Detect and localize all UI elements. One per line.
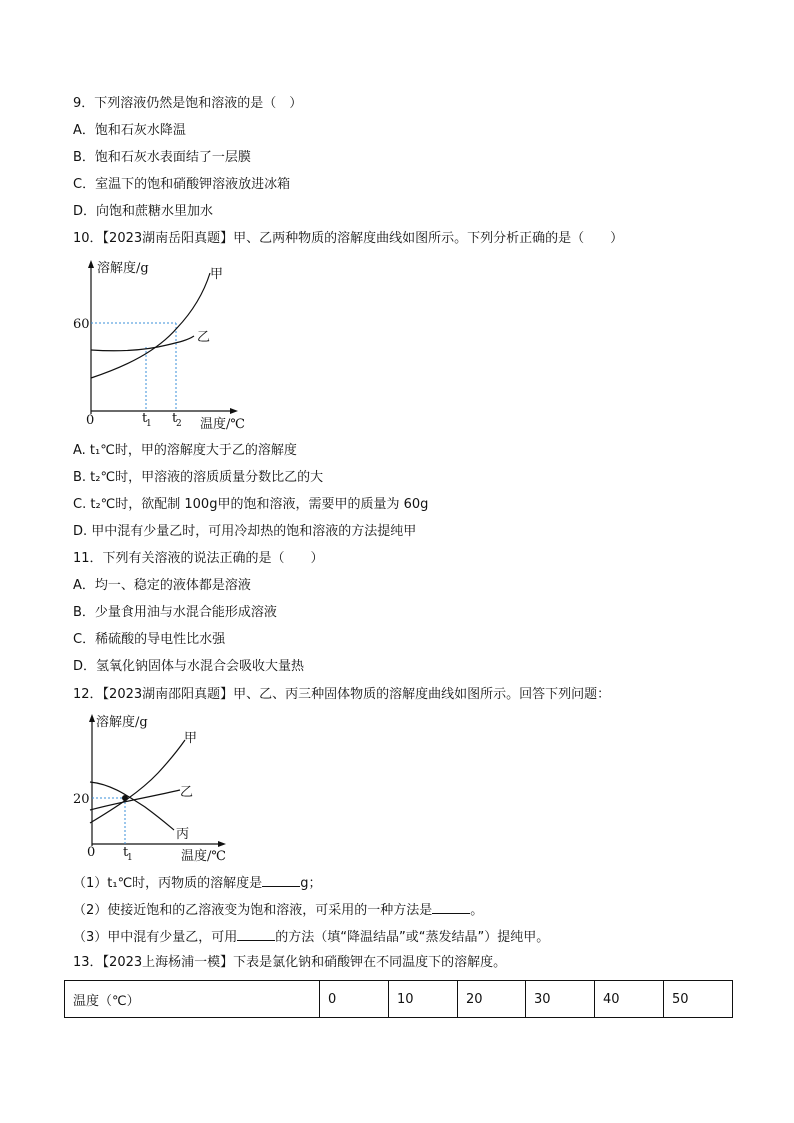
tick-t1: t	[123, 845, 129, 860]
q12-sub1-text-a: （1）t₁℃时，丙物质的溶解度是	[73, 876, 263, 891]
tick-t1-sub: 1	[146, 419, 152, 429]
label-yi: 乙	[180, 785, 194, 800]
table-row	[65, 981, 733, 1018]
y-axis-arrow	[89, 714, 95, 722]
q11-option-b: B．少量食用油与水混合能形成溶液	[73, 605, 277, 620]
q11-stem: 11．下列有关溶液的说法正确的是（ ）	[73, 551, 324, 566]
q9-option-d: D．向饱和蔗糖水里加水	[73, 204, 214, 219]
q9-option-b: B．饱和石灰水表面结了一层膜	[73, 150, 251, 165]
q10-option-c: C. t₂℃时，欲配制 100g甲的饱和溶液，需要甲的质量为 60g	[73, 497, 429, 512]
curve-jia	[90, 740, 185, 823]
ylabel: 溶解度/g	[97, 261, 149, 276]
table-cell-temp: 10	[389, 981, 458, 1018]
q12-sub2-text-a: （2）使接近饱和的乙溶液变为饱和溶液，可采用的一种方法是	[73, 903, 433, 918]
q10-option-a: A. t₁℃时，甲的溶解度大于乙的溶解度	[73, 443, 297, 458]
q9-stem: 9．下列溶液仍然是饱和溶液的是（ ）	[73, 96, 303, 111]
q12-solubility-chart	[70, 710, 240, 866]
q10-solubility-chart	[73, 256, 252, 434]
intersection-point	[122, 795, 128, 801]
tick-t1-sub: 1	[127, 853, 133, 863]
y-axis-arrow	[88, 260, 94, 268]
q12-sub3	[73, 928, 549, 946]
label-bing: 丙	[176, 827, 190, 842]
q12-stem: 12．【2023湖南邵阳真题】甲、乙、丙三种固体物质的溶解度曲线如图所示。回答下列问题：	[73, 687, 611, 702]
q12-sub2	[73, 901, 483, 919]
tick-t2-sub: 2	[176, 419, 182, 429]
q12-sub1-blank[interactable]	[262, 874, 300, 887]
q10-option-b: B. t₂℃时，甲溶液的溶质质量分数比乙的大	[73, 470, 324, 485]
xlabel: 温度/℃	[181, 849, 226, 864]
q11-option-c: C．稀硫酸的导电性比水强	[73, 632, 226, 647]
q11-option-d: D．氢氧化钠固体与水混合会吸收大量热	[73, 659, 305, 674]
table-cell-temp: 0	[320, 981, 389, 1018]
table-cell-temp: 50	[664, 981, 733, 1018]
q12-sub3-blank[interactable]	[237, 928, 275, 941]
table-header-temperature: 温度（℃）	[65, 981, 320, 1018]
origin-0: 0	[86, 413, 95, 428]
table-cell-temp: 40	[595, 981, 664, 1018]
q9-option-a: A．饱和石灰水降温	[73, 123, 186, 138]
table-cell-temp: 30	[526, 981, 595, 1018]
tick-20: 20	[73, 792, 90, 807]
q12-sub3-text-a: （3）甲中混有少量乙，可用	[73, 930, 238, 945]
q12-sub2-text-b: 。	[470, 903, 484, 918]
q10-option-d: D. 甲中混有少量乙时，可用冷却热的饱和溶液的方法提纯甲	[73, 524, 417, 539]
q13-stem: 13．【2023上海杨浦一模】下表是氯化钠和硝酸钾在不同温度下的溶解度。	[73, 955, 507, 970]
label-jia: 甲	[184, 731, 198, 746]
x-axis-arrow	[218, 841, 226, 847]
q12-sub1	[73, 874, 321, 892]
curve-bing	[90, 782, 174, 830]
q11-option-a: A．均一、稳定的液体都是溶液	[73, 578, 251, 593]
tick-60: 60	[73, 317, 90, 332]
x-axis-arrow	[230, 408, 238, 414]
q12-sub3-text-b: 的方法（填“降温结晶”或“蒸发结晶”）提纯甲。	[275, 930, 550, 945]
q12-sub1-text-b: g；	[300, 876, 322, 891]
curve-yi	[91, 336, 194, 351]
ylabel: 溶解度/g	[96, 715, 148, 730]
solubility-table	[64, 980, 733, 1018]
origin-0: 0	[87, 845, 96, 860]
q12-sub2-blank[interactable]	[432, 901, 470, 914]
curve-jia	[91, 273, 210, 378]
q10-stem: 10．【2023湖南岳阳真题】甲、乙两种物质的溶解度曲线如图所示。下列分析正确的是（ ）	[73, 231, 624, 246]
q9-option-c: C．室温下的饱和硝酸钾溶液放进冰箱	[73, 177, 291, 192]
xlabel: 温度/℃	[200, 417, 245, 432]
table-cell-temp: 20	[458, 981, 526, 1018]
tick-t2: t	[172, 411, 178, 426]
label-yi: 乙	[197, 330, 211, 345]
label-jia: 甲	[210, 267, 224, 282]
tick-t1: t	[142, 411, 148, 426]
